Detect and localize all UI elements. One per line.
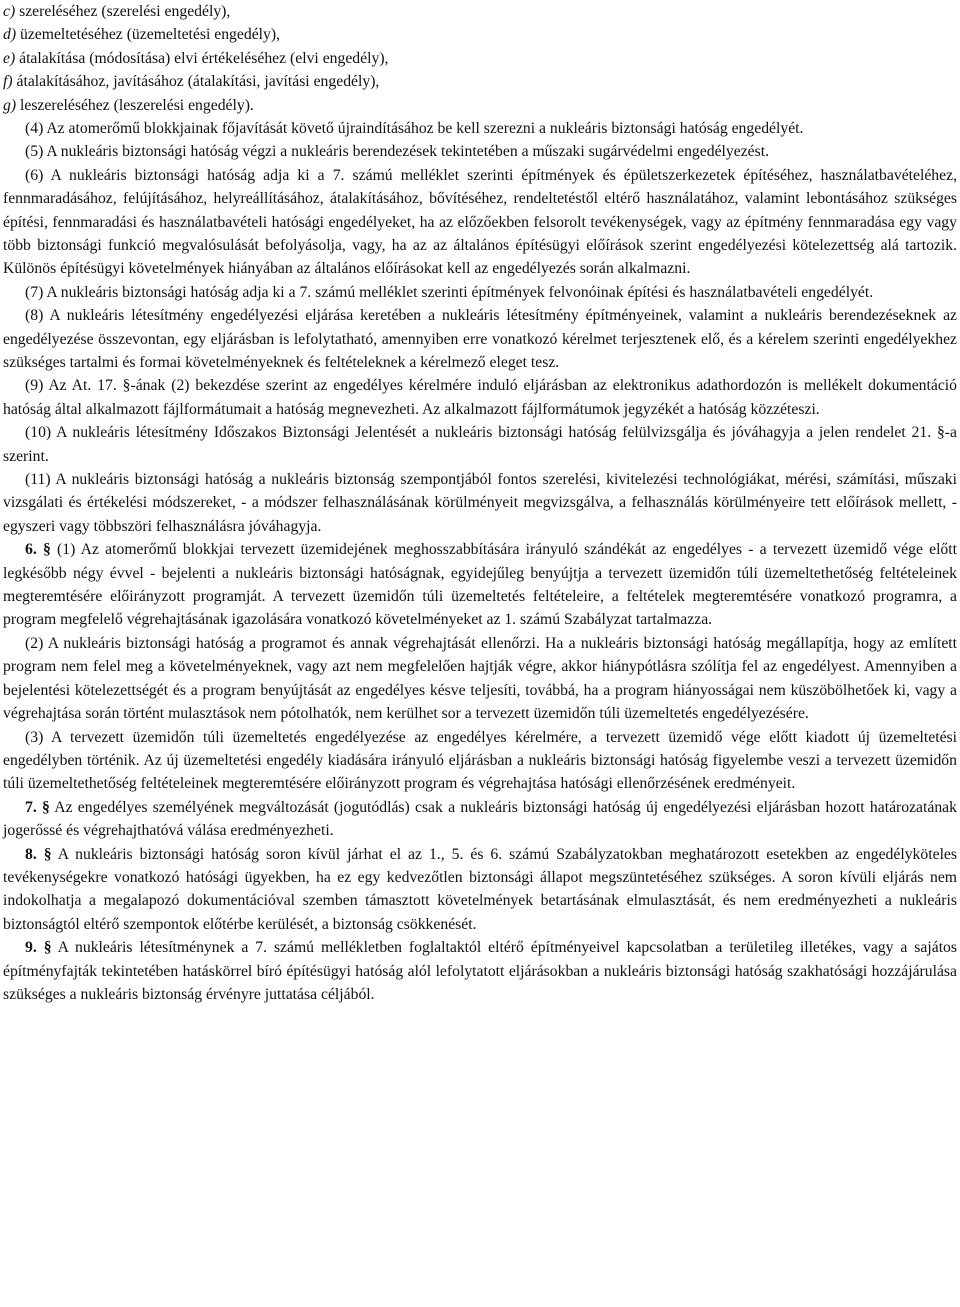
section-8 <box>3 843 957 937</box>
paragraph-text: (11) A nukleáris biztonsági hatóság a nukleáris biztonság szempontjából fontos szerelési, kivitelezési technológiákat, mérési, számítási, műszaki vizsgálati és értékelési módszereket, - a módszer felhasználásának körülményeit megvizsgálva, a felhasználás körülményeire tett előírások mellett, - egyszeri vagy többszöri felhasználásra jóváhagyja. <box>3 471 957 535</box>
list-item <box>3 70 957 93</box>
paragraph-7 <box>3 281 957 304</box>
section-number: 6. § <box>25 541 51 559</box>
section-number: 8. § <box>25 845 52 863</box>
paragraph-6 <box>3 164 957 281</box>
paragraph-text: A nukleáris biztonsági hatóság soron kívül járhat el az 1., 5. és 6. számú Szabályzatokban meghatározott esetekben az engedélyköteles tevékenységekre vonatkozó hatósági ügyekben, ha ez egy kedvezőtlen biztonsági állapot megszüntetéséhez szükséges. A soron kívüli eljárás nem indokolhatja a megalapozó dokumentációval szemben támasztott követelmények betartásának elmulasztását, és nem eredményezheti a nukleáris biztonságtól eltérő szempontok előtérbe kerülését, a biztonság csökkenését. <box>3 845 957 933</box>
section-7 <box>3 796 957 843</box>
paragraph-text: (1) Az atomerőmű blokkjai tervezett üzemidejének meghosszabbítására irányuló szándékát az engedélyes - a tervezett üzemidő vége előtt legkésőbb négy évvel - bejelenti a nukleáris biztonsági hatóságnak, egyidejűleg benyújtja a tervezett üzemidőn túli üzemeltethetőség feltételeinek megteremtésére előirányzott programját. A tervezett üzemidőn túli üzemeltetés feltételeire, a feltételek megteremtésére vonatkozó programra, a program megfelelő végrehajtásának igazolására vonatkozó követelményeket az 1. számú Szabályzat tartalmazza. <box>3 541 957 629</box>
list-letter: e) <box>3 49 16 67</box>
list-text: átalakítása (módosítása) elvi értékeléséhez (elvi engedély), <box>15 49 389 67</box>
list-letter: d) <box>3 26 17 44</box>
paragraph-text: (4) Az atomerőmű blokkjainak főjavítását követő újraindításához be kell szerezni a nukleáris biztonsági hatóság engedélyét. <box>25 119 804 137</box>
list-item <box>3 23 957 46</box>
paragraph-text: (8) A nukleáris létesítmény engedélyezési eljárása keretében a nukleáris létesítmény építményeinek, valamint a nukleáris berendezéseknek az engedélyezése összevontan, egy eljárásban is lefolytatható, amennyiben erre vonatkozó kérelmet terjesztenek elő, és a kérelem szerinti engedélyekhez szükséges tartalmi és formai követelményeknek és feltételeknek a kérelmező eleget tesz. <box>3 307 957 372</box>
paragraph-9 <box>3 374 957 421</box>
list-text: szereléséhez (szerelési engedély), <box>15 3 231 20</box>
list-item <box>3 94 957 117</box>
paragraph-text: (3) A tervezett üzemidőn túli üzemeltetés engedélyezése az engedélyes kérelmére, a tervezett üzemidő vége előtt kiadott új üzemeltetési engedélyben történik. Az új üzemeltetési engedély kiadására irányuló eljárásban a nukleáris biztonsági hatóság figyelembe veszi a tervezett üzemidőn túli üzemeltethetőség feltételeinek megteremtésére előirányzott program és végrehajtása hatósági ellenőrzésének eredményeit. <box>3 728 957 793</box>
paragraph-text: (2) A nukleáris biztonsági hatóság a programot és annak végrehajtását ellenőrzi. Ha a nukleáris biztonsági hatóság megállapítja, hogy az említett program nem felel meg a követelményeknek, vagy azt nem megfelelően hajtják végre, akkor hiánypótlásra szólítja fel az engedélyest. Amennyiben a bejelentési kötelezettségét és a program benyújtását az engedélyes késve teljesíti, továbbá, ha a program hiányosságai nem küszöbölhetőek ki, vagy a végrehajtása során történt mulasztások nem pótolhatók, nem kerülhet sor a tervezett üzemidőn túli üzemeltetés engedélyezésére. <box>3 634 957 723</box>
paragraph-4 <box>3 117 957 140</box>
section-number: 9. § <box>25 939 52 957</box>
list-text: leszereléséhez (leszerelési engedély). <box>16 96 254 114</box>
list-item <box>3 0 957 23</box>
paragraph-text: (5) A nukleáris biztonsági hatóság végzi a nukleáris berendezések tekintetében a műszaki sugárvédelmi engedélyezést. <box>25 143 770 161</box>
section-6-paragraph-2 <box>3 632 957 726</box>
paragraph-text: (10) A nukleáris létesítmény Időszakos Biztonsági Jelentését a nukleáris biztonsági hatóság felülvizsgálja és jóváhagyja a jelen rendelet 21. §-a szerint. <box>3 424 957 465</box>
list-text: üzemeltetéséhez (üzemeltetési engedély), <box>16 26 281 44</box>
list-letter: g) <box>3 96 17 114</box>
paragraph-8 <box>3 304 957 374</box>
section-9 <box>3 936 957 1006</box>
list-text: átalakításához, javításához (átalakítási, javítási engedély), <box>12 73 380 91</box>
paragraph-10 <box>3 421 957 468</box>
paragraph-text: (9) Az At. 17. §-ának (2) bekezdése szerint az engedélyes kérelmére induló eljárásban az elektronikus adathordozón is mellékelt dokumentáció hatóság által alkalmazott fájlformátumait a hatóság megnevezheti. Az alkalmazott fájlformátumok jegyzékét a hatóság közzéteszi. <box>3 377 957 418</box>
paragraph-text: A nukleáris létesítménynek a 7. számú mellékletben foglaltaktól eltérő építményeivel kapcsolatban a területileg illetékes, vagy a sajátos építményfajták tekintetében hatáskörrel bíró építésügyi hatóság alól lefolytatott eljárásokban a nukleáris biztonsági hatóság szakhatósági hozzájárulása szükséges a nukleáris biztonság érvényre juttatása céljából. <box>3 939 958 1003</box>
permit-list <box>3 0 957 117</box>
list-item <box>3 47 957 70</box>
section-6-paragraph-3 <box>3 726 957 796</box>
paragraph-text: Az engedélyes személyének megváltozását (jogutódlás) csak a nukleáris biztonsági hatóság új engedélyezési eljárásban hozott határozatának jogerőssé és végrehajthatóvá válása eredményezheti. <box>3 798 957 840</box>
paragraph-text: (7) A nukleáris biztonsági hatóság adja ki a 7. számú melléklet szerinti építmények felvonóinak építési és használatbavételi engedélyét. <box>25 283 874 301</box>
paragraph-text: (6) A nukleáris biztonsági hatóság adja ki a 7. számú melléklet szerinti építmények és épületszerkezetek építéséhez, használatbavételéhez, fennmaradásához, felújításához, helyreállításához, átalakításához, bővítéséhez, rendeltetéstől eltérő használatához, valamint lebontásához szükséges építési, fennmaradási és használatbavételi hatósági engedélyeket, ha az előzőekben felsorolt tevékenységek, vagy az építmény fennmaradása egy vagy több biztonsági funkció megvalósulását befolyásolja, vagy, ha az az általános építésügyi előírások szerint engedélyezési kötelezettség alá tartozik. Különös építésügyi követelmények hiányában az általános előírásokat kell az engedélyezés során alkalmazni. <box>3 166 957 278</box>
paragraph-11 <box>3 468 957 538</box>
paragraph-5 <box>3 140 957 163</box>
list-letter: f) <box>3 73 13 91</box>
section-6-paragraph-1 <box>3 538 957 632</box>
list-letter: c) <box>3 3 16 20</box>
section-number: 7. § <box>25 798 50 816</box>
